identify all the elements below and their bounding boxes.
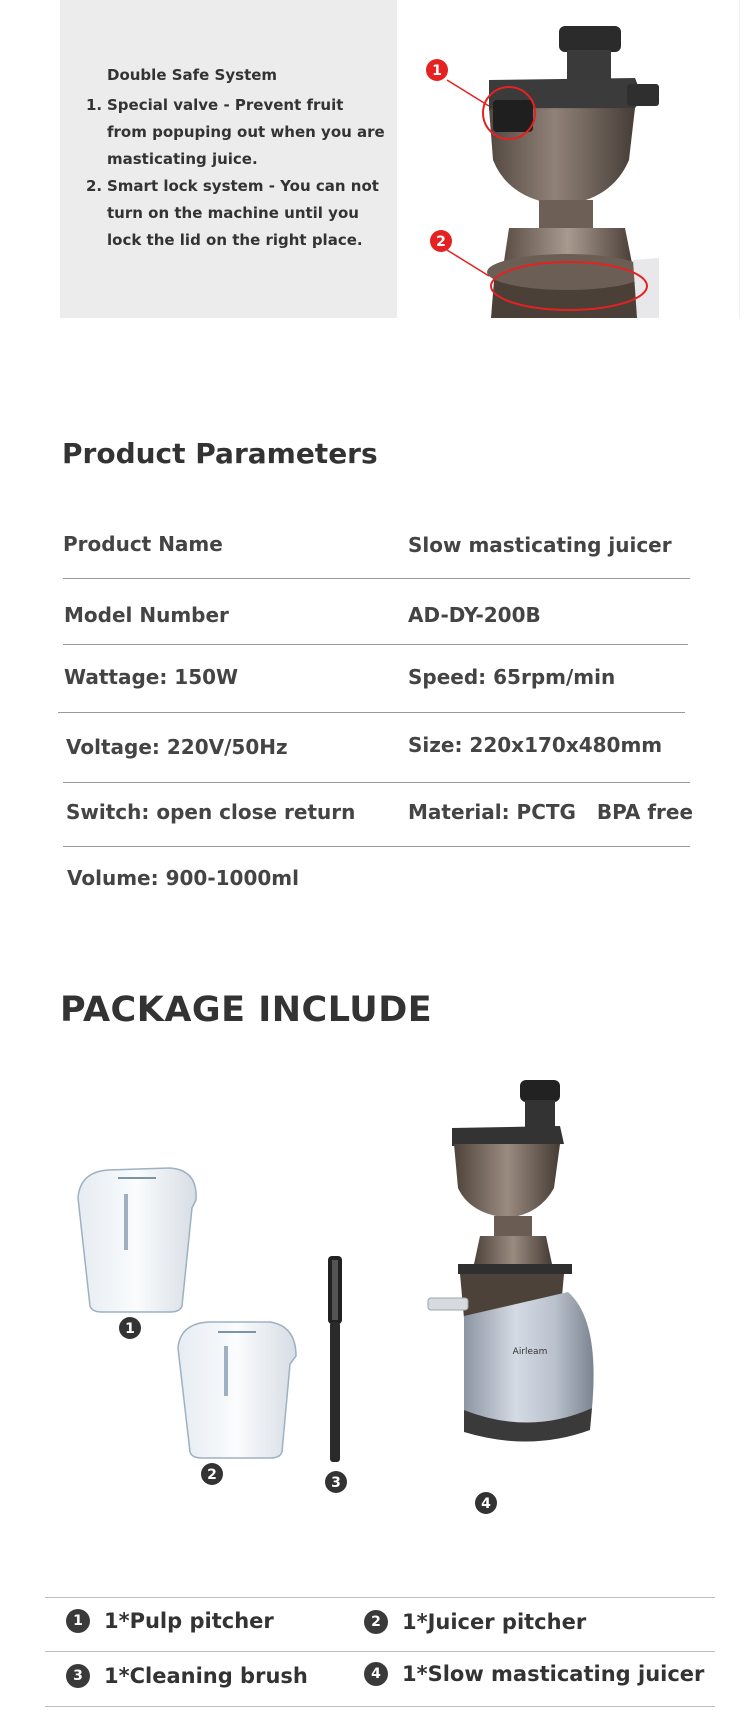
- param-label: Voltage: 220V/50Hz: [66, 735, 288, 759]
- package-item-number: 2: [364, 1610, 388, 1634]
- param-label: Model Number: [64, 603, 229, 627]
- param-value: AD-DY-200B: [408, 603, 541, 627]
- juicer-closeup-photo: [397, 0, 740, 318]
- juicer-pitcher-image: [178, 1322, 296, 1458]
- safety-item-text: Special valve - Prevent fruit from popuping out when you are masticating juice.: [107, 96, 385, 168]
- package-list-item: [66, 1664, 308, 1688]
- juicer-brand-label: Airleam: [512, 1347, 548, 1357]
- param-divider: [63, 782, 690, 783]
- param-divider: [63, 846, 690, 847]
- param-divider: [63, 578, 690, 579]
- param-value: Material: PCTG BPA free: [408, 800, 694, 824]
- callout-number: 1: [432, 63, 442, 79]
- package-item-number: 1: [66, 1609, 90, 1633]
- safety-item-text: Smart lock system - You can not turn on the machine until you lock the lid on the right place.: [107, 177, 379, 249]
- package-item-label: 1*Cleaning brush: [104, 1664, 308, 1688]
- package-list-divider: [45, 1597, 715, 1598]
- package-title: PACKAGE INCLUDE: [60, 990, 433, 1030]
- item-badge-number: 3: [331, 1475, 341, 1491]
- package-list-item: [364, 1610, 586, 1634]
- package-list-item: [364, 1662, 704, 1686]
- item-badge-number: 1: [125, 1321, 135, 1337]
- safety-section: [60, 0, 740, 318]
- pulp-pitcher-image: [78, 1168, 196, 1312]
- package-item-label: 1*Juicer pitcher: [402, 1610, 587, 1634]
- safety-item-number: 2.: [86, 177, 103, 195]
- param-value: Slow masticating juicer: [408, 533, 672, 557]
- juicer-closeup-illustration: [397, 0, 740, 318]
- parameters-title: Product Parameters: [62, 437, 378, 470]
- param-value: Size: 220x170x480mm: [408, 733, 663, 757]
- param-label: Volume: 900-1000ml: [67, 866, 299, 890]
- cleaning-brush-image: [328, 1256, 342, 1462]
- safety-item-number: 1.: [86, 96, 103, 114]
- param-label: Switch: open close return: [66, 800, 356, 824]
- safety-text-panel: [60, 0, 397, 318]
- package-list-item: [66, 1609, 274, 1633]
- package-item-label: 1*Pulp pitcher: [104, 1609, 274, 1633]
- package-list-divider: [45, 1651, 715, 1652]
- safety-list: [86, 92, 386, 254]
- callout-number: 2: [436, 234, 446, 250]
- safety-item: [86, 173, 386, 254]
- safety-item: [86, 92, 386, 173]
- param-label: Product Name: [63, 532, 223, 556]
- param-value: Speed: 65rpm/min: [408, 665, 616, 689]
- package-item-number: 3: [66, 1664, 90, 1688]
- package-item-label: 1*Slow masticating juicer: [402, 1662, 705, 1686]
- param-divider: [63, 644, 688, 645]
- package-contents-photo: [60, 1060, 710, 1540]
- slow-juicer-image: [428, 1080, 594, 1442]
- package-contents-illustration: [60, 1060, 710, 1540]
- safety-title: Double Safe System: [107, 66, 278, 84]
- item-badge-number: 4: [481, 1496, 491, 1512]
- package-item-number: 4: [364, 1662, 388, 1686]
- item-badge-number: 2: [207, 1467, 217, 1483]
- pusher-cap: [559, 26, 621, 52]
- param-divider: [58, 712, 685, 713]
- param-label: Wattage: 150W: [64, 665, 239, 689]
- package-list-divider: [45, 1706, 715, 1707]
